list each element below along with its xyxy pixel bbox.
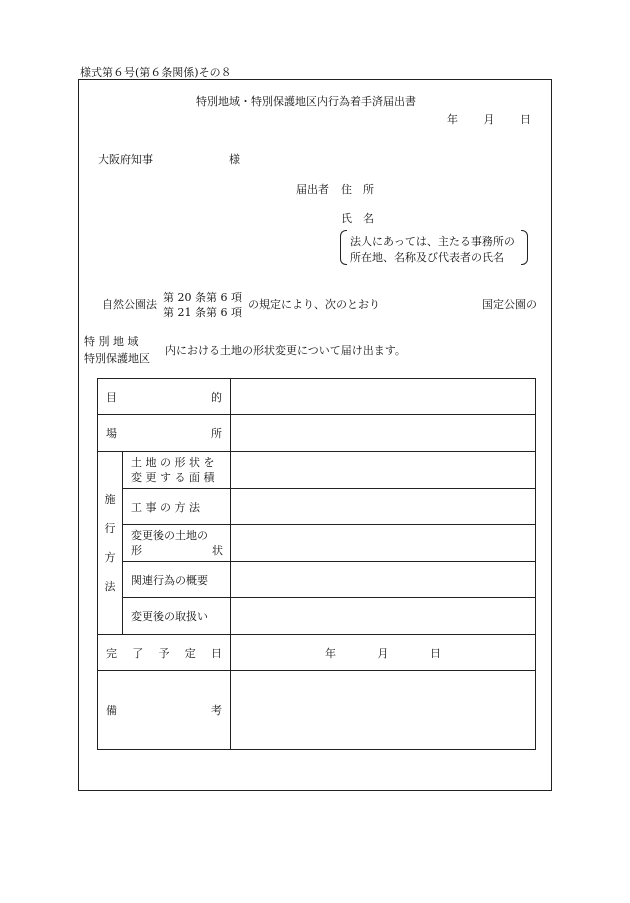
row-remarks xyxy=(98,671,536,750)
date-year: 年 xyxy=(447,113,458,126)
row-area xyxy=(98,452,536,489)
related-value[interactable] xyxy=(231,562,536,598)
handling-value[interactable] xyxy=(231,598,536,635)
remarks-label: 備 考 xyxy=(98,671,231,750)
place-value[interactable] xyxy=(231,415,536,452)
zone-clause: 内における土地の形状変更について届け出ます。 xyxy=(165,344,406,357)
remarks-value[interactable] xyxy=(231,671,536,750)
purpose-value[interactable] xyxy=(231,379,536,415)
applicant-label: 届出者 xyxy=(296,183,329,196)
addressee-honorific: 様 xyxy=(229,153,240,166)
detail-table xyxy=(97,378,536,750)
related-label: 関連行為の概要 xyxy=(123,562,231,598)
place-label: 場 所 xyxy=(98,415,231,452)
addressee-name: 大阪府知事 xyxy=(98,153,153,166)
row-place xyxy=(98,415,536,452)
completion-value[interactable]: 年 月 日 xyxy=(231,635,536,671)
purpose-label: 目 的 xyxy=(98,379,231,415)
corp-note-bracket-left xyxy=(340,230,347,265)
statute-park: 国定公園の xyxy=(482,298,537,311)
date-month: 月 xyxy=(483,113,495,126)
area-label: 土 地 の 形 状 を 変 更 す る 面 積 xyxy=(123,452,231,489)
row-purpose xyxy=(98,379,536,415)
statute-law: 自然公園法 xyxy=(102,298,157,311)
row-construction xyxy=(98,489,536,525)
method-label: 施 行 方 法 xyxy=(98,452,123,635)
corp-note-line2: 所在地、名称及び代表者の氏名 xyxy=(350,251,504,264)
row-handling xyxy=(98,598,536,635)
row-shape xyxy=(98,525,536,562)
date-day: 日 xyxy=(520,113,531,126)
shape-label: 変更後の土地の 形 状 xyxy=(123,525,231,562)
document-title: 特別地域・特別保護地区内行為着手済届出書 xyxy=(196,95,416,108)
applicant-address-label: 住 所 xyxy=(341,183,374,196)
corp-note-line1: 法人にあっては、主たる事務所の xyxy=(350,235,515,248)
zone-special-area: 特 別 地 域 xyxy=(84,335,139,348)
form-label: 様式第６号(第６条関係)その８ xyxy=(80,66,232,79)
construction-value[interactable] xyxy=(231,489,536,525)
handling-label: 変更後の取扱い xyxy=(123,598,231,635)
completion-label: 完 了 予 定 日 xyxy=(98,635,231,671)
date-header xyxy=(447,111,531,127)
applicant-name-label: 氏 名 xyxy=(341,212,374,225)
statute-article2: 第 21 条第 6 項 xyxy=(163,306,242,319)
zone-special-protection: 特別保護地区 xyxy=(84,352,150,365)
corp-note-bracket-right xyxy=(521,230,528,265)
area-value[interactable] xyxy=(231,452,536,489)
statute-clause: の規定により、次のとおり xyxy=(248,298,380,311)
shape-value[interactable] xyxy=(231,525,536,562)
row-completion xyxy=(98,635,536,671)
statute-article1: 第 20 条第 6 項 xyxy=(163,291,242,304)
construction-label: 工 事 の 方 法 xyxy=(123,489,231,525)
row-related xyxy=(98,562,536,598)
